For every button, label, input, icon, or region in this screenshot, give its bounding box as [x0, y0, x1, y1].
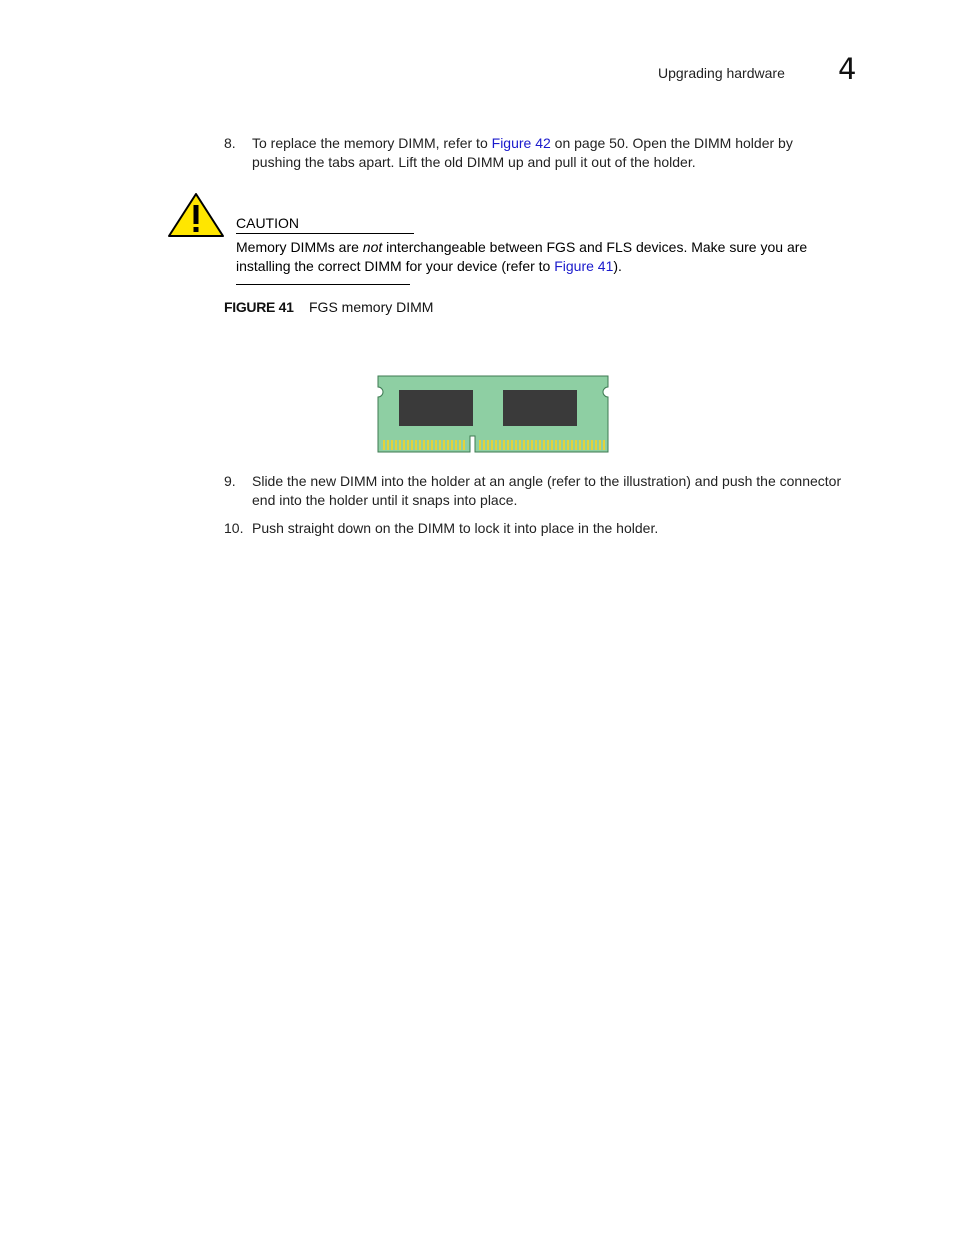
connector-pin [387, 440, 389, 450]
step-text: Push straight down on the DIMM to lock it into place in the holder. [252, 520, 659, 536]
dimm-illustration [376, 374, 610, 454]
chapter-number: 4 [838, 52, 857, 86]
connector-pin [579, 440, 581, 450]
connector-pin [427, 440, 429, 450]
connector-pin [411, 440, 413, 450]
caution-emphasis: not [362, 239, 383, 255]
figure-41-link[interactable]: Figure 41 [554, 258, 614, 274]
step-number: 8. [224, 135, 236, 151]
connector-pin [407, 440, 409, 450]
connector-pin [587, 440, 589, 450]
caution-divider [236, 233, 414, 234]
step-number: 10. [224, 520, 244, 536]
connector-pin [499, 440, 501, 450]
connector-pin [451, 440, 453, 450]
connector-pin [455, 440, 457, 450]
connector-pin [543, 440, 545, 450]
connector-pin [603, 440, 605, 450]
connector-pin [439, 440, 441, 450]
step-number: 9. [224, 473, 236, 489]
connector-pin [551, 440, 553, 450]
connector-pin [491, 440, 493, 450]
connector-pin [435, 440, 437, 450]
caution-icon [167, 192, 225, 238]
figure-label: FIGURE 41 [224, 299, 294, 315]
figure-42-link[interactable]: Figure 42 [491, 135, 551, 151]
connector-pin [535, 440, 537, 450]
connector-pin [531, 440, 533, 450]
figure-caption: FGS memory DIMM [309, 299, 434, 315]
connector-pin [595, 440, 597, 450]
connector-pin [555, 440, 557, 450]
connector-pin [539, 440, 541, 450]
connector-pin [423, 440, 425, 450]
connector-pin [399, 440, 401, 450]
connector-pin [523, 440, 525, 450]
caution-text: Memory DIMMs are not interchangeable between FGS and FLS devices. Make sure you are installing the correct DIMM for your device (refer to Figure 41). [236, 239, 808, 274]
connector-pin [527, 440, 529, 450]
connector-pin [583, 440, 585, 450]
connector-pin [383, 440, 385, 450]
step-text: Slide the new DIMM into the holder at an angle (refer to the illustration) and push the connector end into the holder until it snaps into place. [252, 473, 842, 508]
connector-pin [563, 440, 565, 450]
caution-divider [236, 284, 410, 285]
connector-pin [599, 440, 601, 450]
connector-pin [547, 440, 549, 450]
memory-chip [503, 390, 577, 426]
step-text: To replace the memory DIMM, refer to Figure 42 on page 50. Open the DIMM holder by pushing the tabs apart. Lift the old DIMM up and pull it out of the holder. [252, 135, 793, 170]
connector-pin [567, 440, 569, 450]
connector-pin [483, 440, 485, 450]
connector-pin [519, 440, 521, 450]
connector-pin [431, 440, 433, 450]
connector-pin [515, 440, 517, 450]
connector-pin [507, 440, 509, 450]
connector-pin [571, 440, 573, 450]
connector-pin [443, 440, 445, 450]
connector-pin [479, 440, 481, 450]
connector-pin [395, 440, 397, 450]
connector-pin [419, 440, 421, 450]
connector-pin [575, 440, 577, 450]
connector-pin [559, 440, 561, 450]
running-header-title: Upgrading hardware [658, 65, 785, 81]
connector-pin [511, 440, 513, 450]
connector-pin [591, 440, 593, 450]
connector-pin [463, 440, 465, 450]
caution-label: CAUTION [236, 215, 299, 231]
connector-pin [487, 440, 489, 450]
connector-pin [447, 440, 449, 450]
connector-pin [391, 440, 393, 450]
connector-pin [415, 440, 417, 450]
connector-pin [503, 440, 505, 450]
connector-pin [495, 440, 497, 450]
connector-pin [403, 440, 405, 450]
memory-chip [399, 390, 473, 426]
connector-pin [459, 440, 461, 450]
